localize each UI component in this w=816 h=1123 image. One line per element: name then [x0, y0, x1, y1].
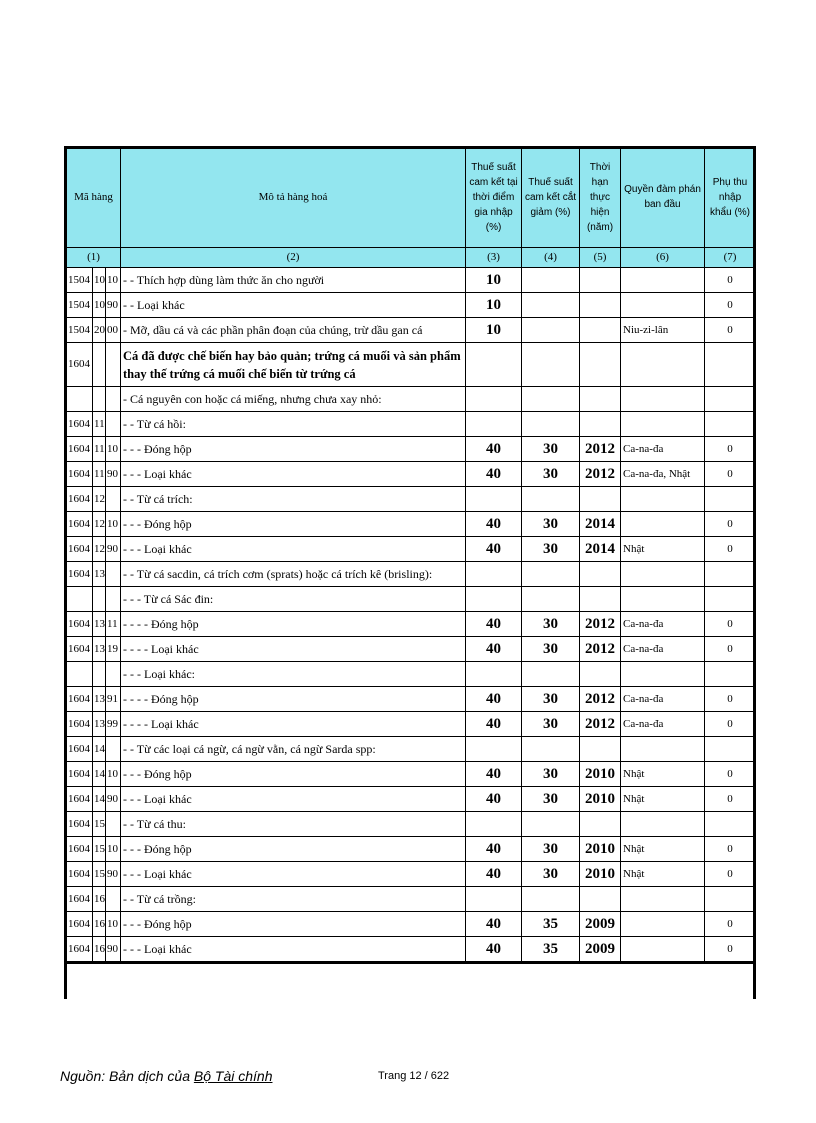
implementation-year-cell [580, 387, 621, 412]
bound-rate-cell: 40 [466, 637, 522, 662]
bound-rate-cell: 40 [466, 612, 522, 637]
surcharge-cell: 0 [705, 268, 756, 293]
implementation-year-cell [580, 587, 621, 612]
negotiating-right-cell [621, 812, 705, 837]
description-cell: - - Từ cá trích: [121, 487, 466, 512]
table-row [67, 587, 756, 612]
hs-code-heading: 15 [93, 837, 106, 862]
col-index: (5) [580, 248, 621, 268]
surcharge-cell: 0 [705, 787, 756, 812]
implementation-year-cell: 2014 [580, 512, 621, 537]
description-cell: - - - Loại khác [121, 462, 466, 487]
table-top-border [64, 146, 756, 149]
surcharge-cell [705, 887, 756, 912]
hs-code-chapter: 1604 [67, 862, 93, 887]
hs-code-sub [106, 412, 121, 437]
table-row [67, 887, 756, 912]
table-row [67, 537, 756, 562]
hs-code-sub [106, 387, 121, 412]
hs-code-sub: 10 [106, 912, 121, 937]
hs-code-sub: 90 [106, 537, 121, 562]
table-row [67, 912, 756, 937]
table-row [67, 637, 756, 662]
implementation-year-cell [580, 318, 621, 343]
footer-source [60, 1068, 272, 1084]
table-row [67, 662, 756, 687]
reduced-rate-cell: 30 [522, 637, 580, 662]
hs-code-heading: 12 [93, 512, 106, 537]
surcharge-cell: 0 [705, 712, 756, 737]
hs-code-heading: 12 [93, 487, 106, 512]
reduced-rate-cell: 30 [522, 437, 580, 462]
bound-rate-cell: 10 [466, 293, 522, 318]
bound-rate-cell: 40 [466, 787, 522, 812]
hs-code-heading [93, 662, 106, 687]
reduced-rate-cell: 35 [522, 912, 580, 937]
hs-code-sub: 90 [106, 862, 121, 887]
negotiating-right-cell [621, 937, 705, 963]
hs-code-heading: 10 [93, 293, 106, 318]
surcharge-cell: 0 [705, 912, 756, 937]
hs-code-heading [93, 587, 106, 612]
description-cell: - - - Đóng hộp [121, 437, 466, 462]
bound-rate-cell: 40 [466, 912, 522, 937]
hs-code-chapter: 1604 [67, 937, 93, 963]
negotiating-right-cell [621, 887, 705, 912]
implementation-year-cell: 2010 [580, 837, 621, 862]
reduced-rate-cell [522, 587, 580, 612]
hs-code-sub: 91 [106, 687, 121, 712]
hs-code-chapter: 1604 [67, 437, 93, 462]
surcharge-cell: 0 [705, 293, 756, 318]
hs-code-chapter: 1604 [67, 562, 93, 587]
description-cell: - - Từ cá thu: [121, 812, 466, 837]
implementation-year-cell: 2012 [580, 462, 621, 487]
col-index: (2) [121, 248, 466, 268]
reduced-rate-cell: 35 [522, 937, 580, 963]
hs-code-sub: 10 [106, 837, 121, 862]
hs-code-chapter: 1604 [67, 512, 93, 537]
implementation-year-cell [580, 662, 621, 687]
hs-code-chapter: 1604 [67, 687, 93, 712]
negotiating-right-cell: Nhật [621, 762, 705, 787]
hs-code-sub: 10 [106, 437, 121, 462]
hs-code-chapter: 1604 [67, 412, 93, 437]
table-row [67, 318, 756, 343]
surcharge-cell: 0 [705, 462, 756, 487]
negotiating-right-cell: Ca-na-đa [621, 637, 705, 662]
description-cell: - - - Đóng hộp [121, 912, 466, 937]
description-cell: - - Từ cá hồi: [121, 412, 466, 437]
hs-code-sub: 90 [106, 293, 121, 318]
reduced-rate-cell: 30 [522, 612, 580, 637]
col-header-thue-cam-ket: Thuế suất cam kết tại thời điểm gia nhập (%) [466, 147, 522, 248]
description-cell: - - - Đóng hộp [121, 837, 466, 862]
implementation-year-cell [580, 887, 621, 912]
surcharge-cell: 0 [705, 437, 756, 462]
bound-rate-cell [466, 737, 522, 762]
col-index: (7) [705, 248, 756, 268]
negotiating-right-cell: Nhật [621, 537, 705, 562]
implementation-year-cell [580, 737, 621, 762]
negotiating-right-cell [621, 737, 705, 762]
hs-code-sub [106, 737, 121, 762]
bound-rate-cell: 40 [466, 687, 522, 712]
reduced-rate-cell [522, 412, 580, 437]
reduced-rate-cell: 30 [522, 687, 580, 712]
description-cell: - - - Đóng hộp [121, 762, 466, 787]
header-row [67, 147, 756, 248]
surcharge-cell [705, 412, 756, 437]
negotiating-right-cell: Nhật [621, 862, 705, 887]
negotiating-right-cell: Nhật [621, 837, 705, 862]
description-cell: - - - - Loại khác [121, 637, 466, 662]
implementation-year-cell [580, 293, 621, 318]
hs-code-heading: 12 [93, 537, 106, 562]
hs-code-heading: 15 [93, 812, 106, 837]
reduced-rate-cell: 30 [522, 462, 580, 487]
implementation-year-cell [580, 343, 621, 387]
reduced-rate-cell [522, 387, 580, 412]
hs-code-sub: 99 [106, 712, 121, 737]
description-cell: - - - Loại khác: [121, 662, 466, 687]
description-cell: - - - Loại khác [121, 787, 466, 812]
bound-rate-cell [466, 662, 522, 687]
implementation-year-cell: 2012 [580, 687, 621, 712]
hs-code-sub [106, 887, 121, 912]
surcharge-cell [705, 562, 756, 587]
hs-code-heading: 11 [93, 412, 106, 437]
implementation-year-cell [580, 812, 621, 837]
hs-code-chapter: 1604 [67, 537, 93, 562]
table-row [67, 762, 756, 787]
implementation-year-cell [580, 562, 621, 587]
bound-rate-cell: 40 [466, 462, 522, 487]
hs-code-chapter: 1604 [67, 637, 93, 662]
description-cell: - Cá nguyên con hoặc cá miếng, nhưng chưa xay nhỏ: [121, 387, 466, 412]
bound-rate-cell: 40 [466, 512, 522, 537]
bound-rate-cell [466, 562, 522, 587]
hs-code-chapter: 1604 [67, 612, 93, 637]
table-row [67, 462, 756, 487]
bound-rate-cell [466, 343, 522, 387]
hs-code-heading: 13 [93, 712, 106, 737]
surcharge-cell [705, 587, 756, 612]
surcharge-cell: 0 [705, 512, 756, 537]
hs-code-heading: 15 [93, 862, 106, 887]
implementation-year-cell: 2012 [580, 612, 621, 637]
hs-code-chapter: 1604 [67, 712, 93, 737]
reduced-rate-cell: 30 [522, 712, 580, 737]
surcharge-cell: 0 [705, 637, 756, 662]
description-cell: - - Loại khác [121, 293, 466, 318]
table-left-border [64, 146, 67, 999]
reduced-rate-cell: 30 [522, 862, 580, 887]
hs-code-sub: 00 [106, 318, 121, 343]
hs-code-heading: 13 [93, 687, 106, 712]
description-cell: - - - Loại khác [121, 937, 466, 963]
reduced-rate-cell [522, 268, 580, 293]
implementation-year-cell: 2009 [580, 912, 621, 937]
hs-code-chapter [67, 387, 93, 412]
hs-code-heading: 16 [93, 912, 106, 937]
table-row [67, 293, 756, 318]
description-cell: - - - Loại khác [121, 537, 466, 562]
surcharge-cell: 0 [705, 837, 756, 862]
hs-code-chapter [67, 662, 93, 687]
table-row [67, 737, 756, 762]
hs-code-heading: 13 [93, 637, 106, 662]
surcharge-cell [705, 662, 756, 687]
bound-rate-cell: 40 [466, 837, 522, 862]
tariff-table [66, 146, 756, 964]
hs-code-sub: 19 [106, 637, 121, 662]
col-index: (6) [621, 248, 705, 268]
table-row [67, 862, 756, 887]
surcharge-cell [705, 343, 756, 387]
bound-rate-cell: 10 [466, 268, 522, 293]
hs-code-heading: 14 [93, 787, 106, 812]
hs-code-heading: 11 [93, 437, 106, 462]
footer-page-number: Trang 12 / 622 [378, 1070, 450, 1082]
table-row [67, 612, 756, 637]
hs-code-chapter: 1604 [67, 837, 93, 862]
surcharge-cell [705, 387, 756, 412]
hs-code-heading: 10 [93, 268, 106, 293]
hs-code-sub: 11 [106, 612, 121, 637]
implementation-year-cell [580, 487, 621, 512]
table-row [67, 487, 756, 512]
table-row [67, 787, 756, 812]
hs-code-chapter: 1604 [67, 487, 93, 512]
col-header-phu-thu: Phụ thu nhập khẩu (%) [705, 147, 756, 248]
hs-code-chapter: 1604 [67, 787, 93, 812]
col-header-thoi-han: Thời hạn thực hiện (năm) [580, 147, 621, 248]
bound-rate-cell [466, 887, 522, 912]
hs-code-sub: 90 [106, 462, 121, 487]
hs-code-heading: 16 [93, 887, 106, 912]
negotiating-right-cell: Ca-na-đa [621, 612, 705, 637]
description-cell: - - Từ các loại cá ngừ, cá ngừ vằn, cá ngừ Sarda spp: [121, 737, 466, 762]
surcharge-cell [705, 737, 756, 762]
bound-rate-cell: 40 [466, 862, 522, 887]
table-row [67, 512, 756, 537]
description-cell: - - Từ cá trồng: [121, 887, 466, 912]
bound-rate-cell: 10 [466, 318, 522, 343]
description-cell: - - - - Loại khác [121, 712, 466, 737]
hs-code-chapter: 1504 [67, 293, 93, 318]
surcharge-cell: 0 [705, 318, 756, 343]
negotiating-right-cell [621, 912, 705, 937]
bound-rate-cell: 40 [466, 762, 522, 787]
surcharge-cell: 0 [705, 537, 756, 562]
hs-code-chapter [67, 587, 93, 612]
reduced-rate-cell: 30 [522, 787, 580, 812]
reduced-rate-cell [522, 318, 580, 343]
reduced-rate-cell [522, 737, 580, 762]
col-header-thue-cat-giam: Thuế suất cam kết cắt giảm (%) [522, 147, 580, 248]
bound-rate-cell: 40 [466, 937, 522, 963]
col-header-quyen-dam-phan: Quyền đàm phán ban đầu [621, 147, 705, 248]
surcharge-cell: 0 [705, 762, 756, 787]
reduced-rate-cell [522, 293, 580, 318]
hs-code-chapter: 1504 [67, 318, 93, 343]
implementation-year-cell: 2009 [580, 937, 621, 963]
hs-code-chapter: 1504 [67, 268, 93, 293]
description-cell: - - - - Đóng hộp [121, 687, 466, 712]
hs-code-sub [106, 587, 121, 612]
hs-code-sub: 10 [106, 512, 121, 537]
implementation-year-cell: 2012 [580, 637, 621, 662]
negotiating-right-cell: Ca-na-đa [621, 687, 705, 712]
implementation-year-cell [580, 412, 621, 437]
reduced-rate-cell [522, 487, 580, 512]
negotiating-right-cell [621, 412, 705, 437]
negotiating-right-cell: Niu-zi-lân [621, 318, 705, 343]
description-cell: - - Thích hợp dùng làm thức ăn cho người [121, 268, 466, 293]
table-row [67, 387, 756, 412]
table-row [67, 712, 756, 737]
surcharge-cell: 0 [705, 687, 756, 712]
implementation-year-cell: 2010 [580, 762, 621, 787]
reduced-rate-cell: 30 [522, 762, 580, 787]
hs-code-heading [93, 343, 106, 387]
reduced-rate-cell [522, 662, 580, 687]
hs-code-heading: 11 [93, 462, 106, 487]
negotiating-right-cell [621, 487, 705, 512]
table-row [67, 343, 756, 387]
surcharge-cell [705, 812, 756, 837]
reduced-rate-cell: 30 [522, 512, 580, 537]
hs-code-chapter: 1604 [67, 912, 93, 937]
table-row [67, 837, 756, 862]
reduced-rate-cell [522, 887, 580, 912]
implementation-year-cell: 2012 [580, 437, 621, 462]
negotiating-right-cell [621, 587, 705, 612]
negotiating-right-cell [621, 387, 705, 412]
surcharge-cell [705, 487, 756, 512]
reduced-rate-cell [522, 343, 580, 387]
table-row [67, 937, 756, 963]
negotiating-right-cell [621, 662, 705, 687]
bound-rate-cell [466, 487, 522, 512]
description-cell: - - - Từ cá Sác đin: [121, 587, 466, 612]
table-row [67, 562, 756, 587]
negotiating-right-cell: Ca-na-đa, Nhật [621, 462, 705, 487]
description-cell: - Mỡ, dầu cá và các phần phân đoạn của chúng, trừ dầu gan cá [121, 318, 466, 343]
hs-code-sub [106, 343, 121, 387]
implementation-year-cell: 2010 [580, 862, 621, 887]
hs-code-chapter: 1604 [67, 462, 93, 487]
hs-code-sub [106, 662, 121, 687]
hs-code-heading: 14 [93, 762, 106, 787]
bound-rate-cell [466, 587, 522, 612]
reduced-rate-cell [522, 812, 580, 837]
bound-rate-cell: 40 [466, 712, 522, 737]
table-row [67, 812, 756, 837]
hs-code-sub [106, 812, 121, 837]
hs-code-sub [106, 487, 121, 512]
negotiating-right-cell [621, 562, 705, 587]
bound-rate-cell [466, 412, 522, 437]
description-cell: Cá đã được chế biến hay bảo quản; trứng cá muối và sản phẩm thay thế trứng cá muối chế biến từ trứng cá [121, 343, 466, 387]
surcharge-cell: 0 [705, 612, 756, 637]
hs-code-sub: 10 [106, 268, 121, 293]
negotiating-right-cell [621, 293, 705, 318]
hs-code-heading: 13 [93, 612, 106, 637]
negotiating-right-cell: Nhật [621, 787, 705, 812]
implementation-year-cell: 2014 [580, 537, 621, 562]
bound-rate-cell [466, 387, 522, 412]
hs-code-sub [106, 562, 121, 587]
implementation-year-cell: 2010 [580, 787, 621, 812]
reduced-rate-cell [522, 562, 580, 587]
table-row [67, 268, 756, 293]
column-index-row [67, 248, 756, 268]
hs-code-chapter: 1604 [67, 812, 93, 837]
col-index: (1) [67, 248, 121, 268]
table-row [67, 412, 756, 437]
col-header-mo-ta: Mô tả hàng hoá [121, 147, 466, 248]
col-index: (3) [466, 248, 522, 268]
col-header-ma-hang: Mã hàng [67, 147, 121, 248]
footer-source-prefix: Nguồn: Bản dịch của [60, 1068, 194, 1084]
hs-code-heading [93, 387, 106, 412]
description-cell: - - - Đóng hộp [121, 512, 466, 537]
hs-code-chapter: 1604 [67, 343, 93, 387]
hs-code-chapter: 1604 [67, 737, 93, 762]
hs-code-heading: 16 [93, 937, 106, 963]
negotiating-right-cell: Ca-na-đa [621, 437, 705, 462]
surcharge-cell: 0 [705, 862, 756, 887]
table-row [67, 437, 756, 462]
footer-source-org: Bộ Tài chính [193, 1068, 273, 1084]
hs-code-chapter: 1604 [67, 887, 93, 912]
hs-code-heading: 13 [93, 562, 106, 587]
reduced-rate-cell: 30 [522, 837, 580, 862]
hs-code-sub: 90 [106, 787, 121, 812]
description-cell: - - - - Đóng hộp [121, 612, 466, 637]
table-right-border [753, 146, 756, 999]
table-row [67, 687, 756, 712]
implementation-year-cell [580, 268, 621, 293]
implementation-year-cell: 2012 [580, 712, 621, 737]
negotiating-right-cell: Ca-na-đa [621, 712, 705, 737]
description-cell: - - Từ cá sacdin, cá trích cơm (sprats) hoặc cá trích kê (brisling): [121, 562, 466, 587]
hs-code-sub: 10 [106, 762, 121, 787]
description-cell: - - - Loại khác [121, 862, 466, 887]
col-index: (4) [522, 248, 580, 268]
hs-code-heading: 20 [93, 318, 106, 343]
bound-rate-cell: 40 [466, 537, 522, 562]
negotiating-right-cell [621, 512, 705, 537]
bound-rate-cell [466, 812, 522, 837]
hs-code-heading: 14 [93, 737, 106, 762]
reduced-rate-cell: 30 [522, 537, 580, 562]
negotiating-right-cell [621, 268, 705, 293]
surcharge-cell: 0 [705, 937, 756, 963]
negotiating-right-cell [621, 343, 705, 387]
hs-code-sub: 90 [106, 937, 121, 963]
bound-rate-cell: 40 [466, 437, 522, 462]
hs-code-chapter: 1604 [67, 762, 93, 787]
